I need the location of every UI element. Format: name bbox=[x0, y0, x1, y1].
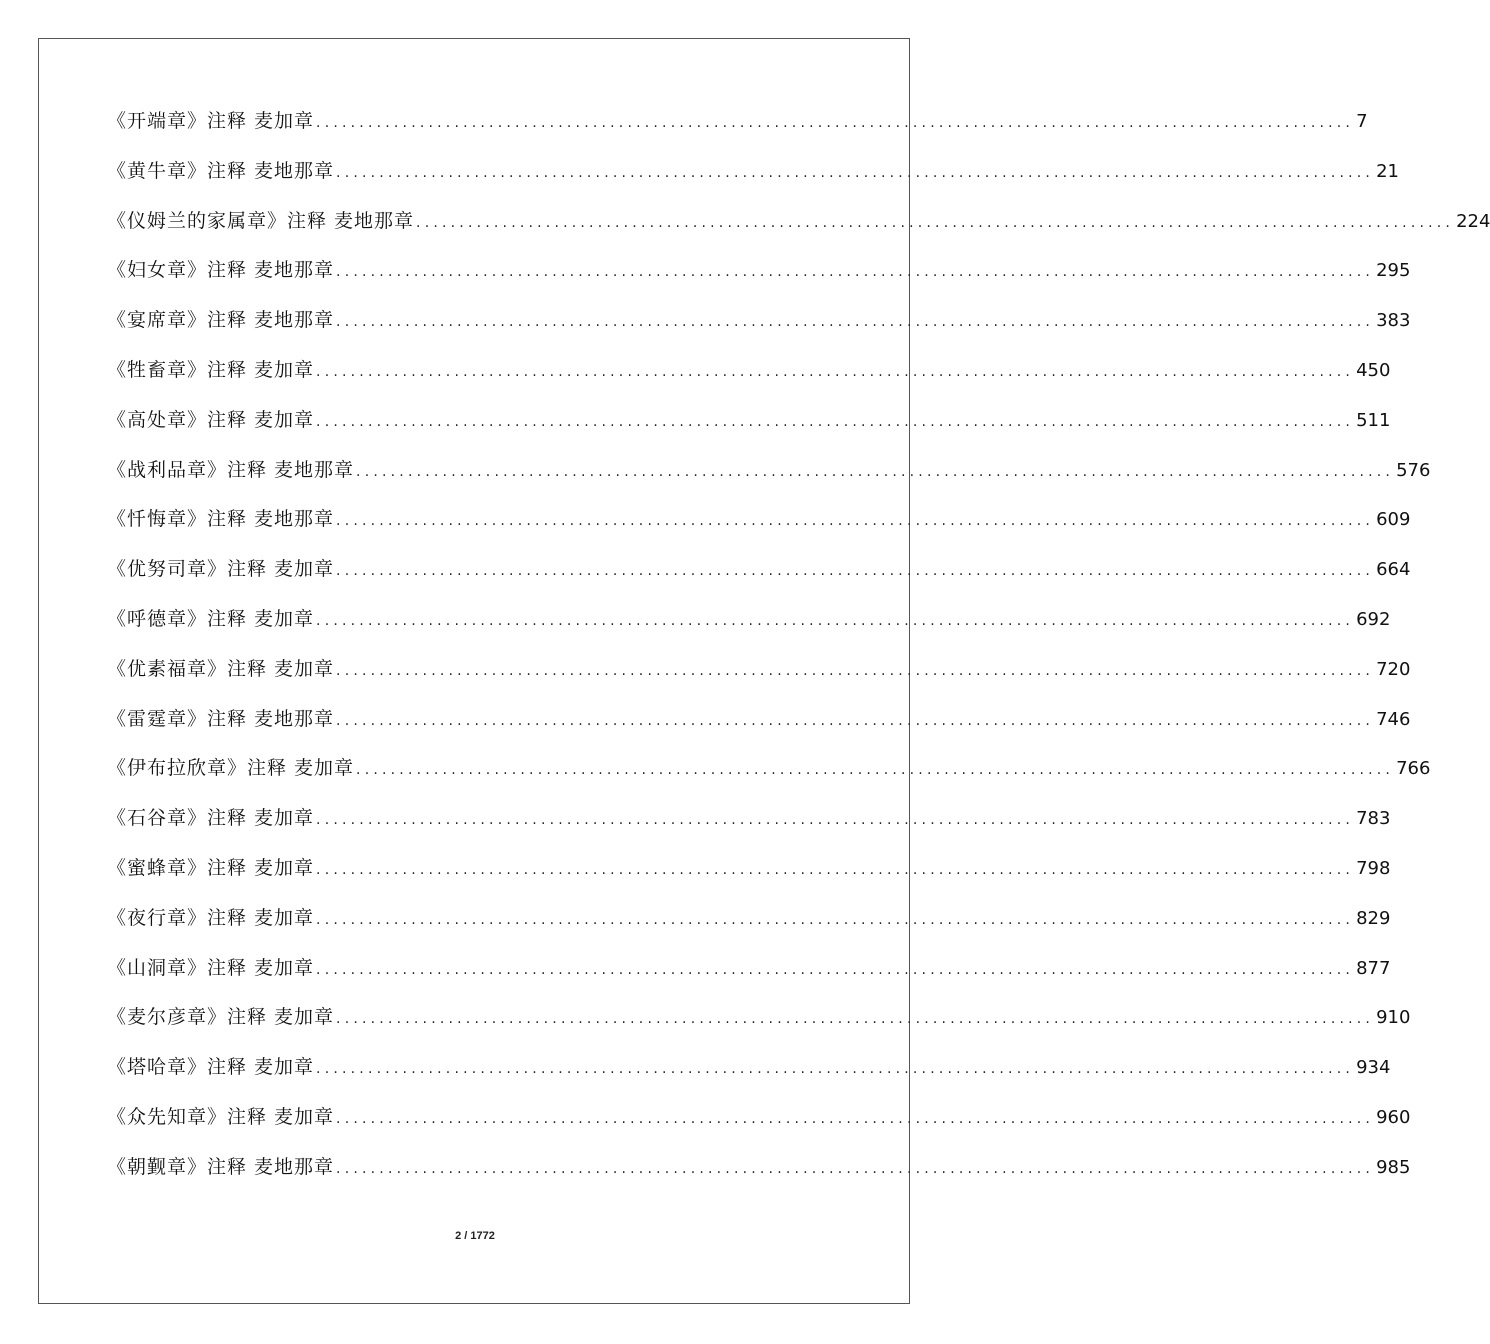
toc-dot-leader: ........................................................................................................................ bbox=[316, 612, 1355, 629]
toc-dot-leader: ........................................................................................................................ bbox=[336, 1011, 1375, 1028]
toc-entry-title: 《朝觐章》注释 麦地那章 bbox=[107, 1155, 335, 1178]
toc-entry-title: 《妇女章》注释 麦地那章 bbox=[107, 259, 335, 282]
toc-dot-leader: ........................................................................................................................ bbox=[316, 363, 1355, 380]
toc-entry-page: 609 bbox=[1376, 509, 1411, 531]
toc-entry[interactable] bbox=[107, 104, 1368, 154]
toc-entry[interactable] bbox=[107, 901, 1391, 951]
toc-entry-page: 224 bbox=[1456, 210, 1490, 232]
toc-dot-leader: ........................................................................................................................ bbox=[336, 1160, 1375, 1177]
toc-entry-title: 《优努司章》注释 麦加章 bbox=[107, 558, 335, 581]
toc-entry[interactable] bbox=[107, 353, 1391, 403]
toc-dot-leader: ........................................................................................................................ bbox=[316, 413, 1355, 430]
toc-dot-leader: ........................................................................................................................ bbox=[316, 911, 1355, 928]
page-indicator: 2 / 1772 bbox=[455, 1230, 495, 1242]
toc-entry-title: 《伊布拉欣章》注释 麦加章 bbox=[107, 757, 355, 780]
toc-entry-title: 《蜜蜂章》注释 麦加章 bbox=[107, 856, 315, 879]
toc-dot-leader: ........................................................................................................................ bbox=[336, 712, 1375, 729]
toc-entry-title: 《麦尔彦章》注释 麦加章 bbox=[107, 1006, 335, 1029]
toc-entry[interactable] bbox=[107, 552, 1411, 602]
toc-dot-leader: ........................................................................................................................ bbox=[336, 662, 1375, 679]
toc-dot-leader: ........................................................................................................................ bbox=[316, 961, 1355, 978]
toc-entry[interactable] bbox=[107, 951, 1391, 1001]
toc-entry-title: 《优素福章》注释 麦加章 bbox=[107, 657, 335, 680]
toc-entry-title: 《呼德章》注释 麦加章 bbox=[107, 607, 315, 630]
toc-entry[interactable] bbox=[107, 154, 1399, 204]
toc-dot-leader: ........................................................................................................................ bbox=[316, 861, 1355, 878]
toc-dot-leader: ........................................................................................................................ bbox=[416, 214, 1455, 231]
toc-entry-page: 720 bbox=[1376, 658, 1411, 680]
toc-entry-title: 《忏悔章》注释 麦地那章 bbox=[107, 508, 335, 531]
toc-entry-page: 910 bbox=[1376, 1007, 1411, 1029]
toc-entry-title: 《战利品章》注释 麦地那章 bbox=[107, 458, 355, 481]
toc-entry-page: 511 bbox=[1356, 409, 1391, 431]
toc-dot-leader: ........................................................................................................................ bbox=[336, 563, 1375, 580]
toc-entry[interactable] bbox=[107, 702, 1411, 752]
toc-dot-leader: ........................................................................................................................ bbox=[336, 314, 1375, 331]
toc-entry[interactable] bbox=[107, 403, 1391, 453]
table-of-contents bbox=[107, 104, 1490, 1200]
toc-entry[interactable] bbox=[107, 1150, 1411, 1200]
toc-dot-leader: ........................................................................................................................ bbox=[316, 115, 1355, 131]
toc-dot-leader: ........................................................................................................................ bbox=[316, 1061, 1355, 1078]
toc-entry-title: 《雷霆章》注释 麦地那章 bbox=[107, 707, 335, 730]
toc-entry-title: 《仪姆兰的家属章》注释 麦地那章 bbox=[107, 209, 415, 232]
toc-entry-page: 383 bbox=[1376, 310, 1411, 332]
toc-entry-page: 692 bbox=[1356, 608, 1391, 630]
toc-entry-page: 783 bbox=[1356, 808, 1391, 830]
toc-entry-page: 576 bbox=[1396, 459, 1431, 481]
toc-entry[interactable] bbox=[107, 1100, 1411, 1150]
toc-entry-page: 664 bbox=[1376, 559, 1411, 581]
toc-entry-title: 《众先知章》注释 麦加章 bbox=[107, 1105, 335, 1128]
toc-entry-page: 960 bbox=[1376, 1106, 1411, 1128]
toc-dot-leader: ........................................................................................................................ bbox=[316, 812, 1355, 829]
toc-entry[interactable] bbox=[107, 801, 1391, 851]
toc-entry-title: 《高处章》注释 麦加章 bbox=[107, 408, 315, 431]
toc-entry[interactable] bbox=[107, 453, 1431, 503]
toc-entry[interactable] bbox=[107, 502, 1411, 552]
toc-dot-leader: ........................................................................................................................ bbox=[336, 264, 1375, 281]
toc-entry[interactable] bbox=[107, 851, 1391, 901]
toc-entry[interactable] bbox=[107, 751, 1431, 801]
toc-dot-leader: ........................................................................................................................ bbox=[336, 164, 1375, 181]
toc-dot-leader: ........................................................................................................................ bbox=[336, 513, 1375, 530]
toc-entry[interactable] bbox=[107, 1050, 1391, 1100]
toc-entry-title: 《塔哈章》注释 麦加章 bbox=[107, 1056, 315, 1079]
toc-entry-title: 《石谷章》注释 麦加章 bbox=[107, 807, 315, 830]
toc-dot-leader: ........................................................................................................................ bbox=[356, 762, 1395, 779]
toc-entry-title: 《山洞章》注释 麦加章 bbox=[107, 956, 315, 979]
toc-entry[interactable] bbox=[107, 204, 1490, 254]
toc-entry-page: 450 bbox=[1356, 359, 1391, 381]
toc-entry-page: 766 bbox=[1396, 758, 1431, 780]
toc-entry[interactable] bbox=[107, 303, 1411, 353]
toc-entry[interactable] bbox=[107, 1000, 1411, 1050]
toc-entry-page: 829 bbox=[1356, 907, 1391, 929]
toc-entry-title: 《牲畜章》注释 麦加章 bbox=[107, 358, 315, 381]
toc-entry-title: 《黄牛章》注释 麦地那章 bbox=[107, 159, 335, 182]
toc-dot-leader: ........................................................................................................................ bbox=[336, 1110, 1375, 1127]
toc-entry-page: 7 bbox=[1356, 111, 1368, 132]
toc-entry-page: 746 bbox=[1376, 708, 1411, 730]
toc-entry-page: 295 bbox=[1376, 260, 1411, 282]
toc-entry[interactable] bbox=[107, 602, 1391, 652]
toc-entry-page: 985 bbox=[1376, 1156, 1411, 1178]
toc-entry-title: 《开端章》注释 麦加章 bbox=[107, 110, 315, 132]
toc-entry-page: 21 bbox=[1376, 160, 1399, 182]
toc-entry[interactable] bbox=[107, 253, 1411, 303]
toc-entry[interactable] bbox=[107, 652, 1411, 702]
toc-entry-title: 《宴席章》注释 麦地那章 bbox=[107, 309, 335, 332]
toc-dot-leader: ........................................................................................................................ bbox=[356, 463, 1395, 480]
toc-entry-title: 《夜行章》注释 麦加章 bbox=[107, 906, 315, 929]
toc-entry-page: 798 bbox=[1356, 857, 1391, 879]
toc-entry-page: 934 bbox=[1356, 1057, 1391, 1079]
toc-entry-page: 877 bbox=[1356, 957, 1391, 979]
